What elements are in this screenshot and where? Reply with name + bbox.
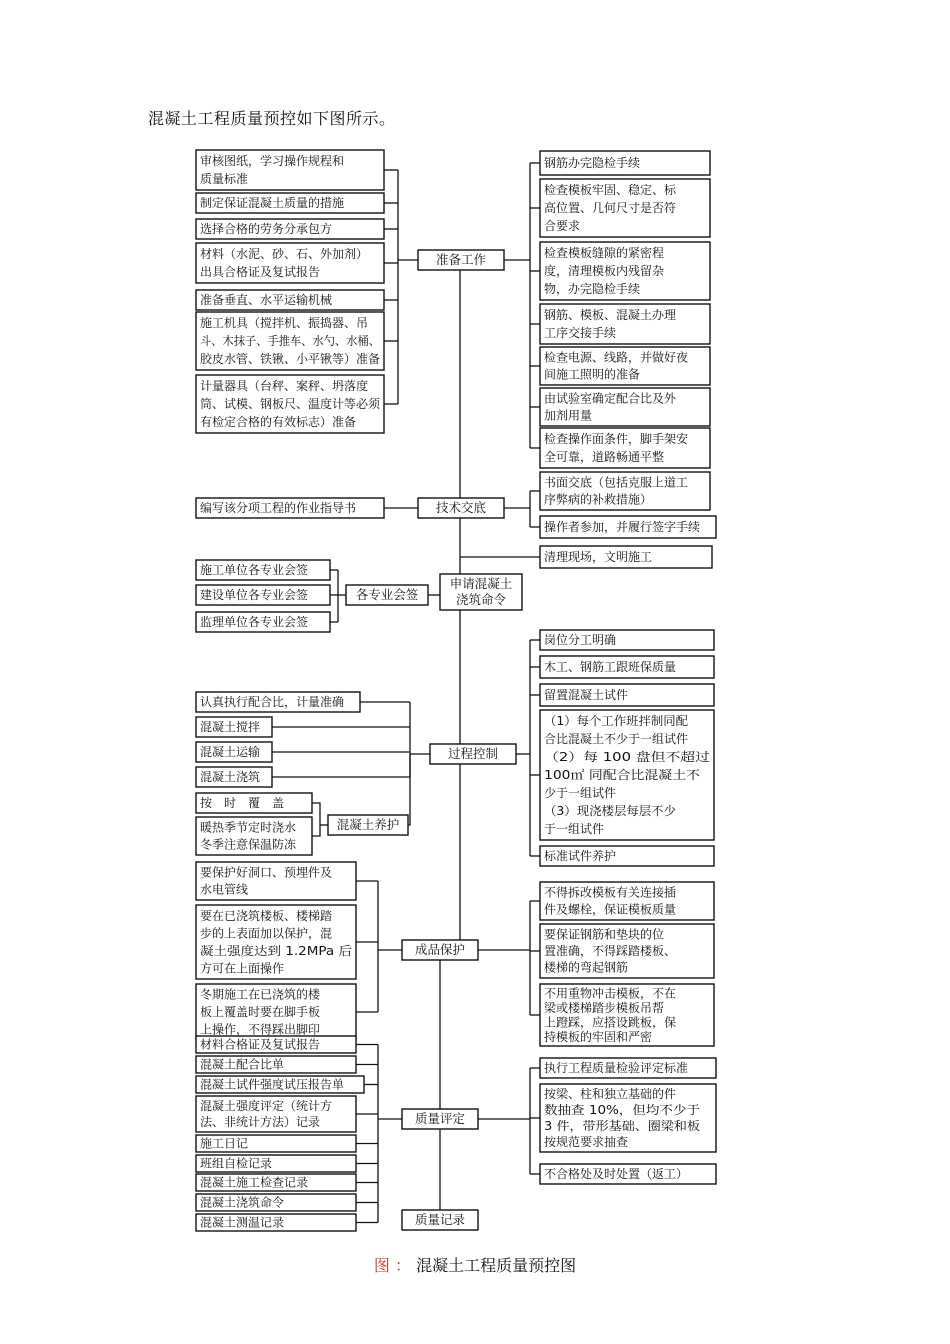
item-text-bl2: 方可在上面操作 [200, 961, 285, 976]
intro-text: 混凝土工程质量预控如下图所示。 [148, 109, 396, 128]
item-text-gl6: 冬季注意保温防冻 [200, 837, 297, 852]
item-text-bl3: 板上覆盖时要在脚手板 [200, 1005, 321, 1019]
item-text-gl3: 混凝土运输 [200, 745, 261, 759]
item-text-br2: 置准确，不得踩踏楼板、 [544, 944, 677, 958]
item-text-el2: 混凝土配合比单 [200, 1057, 285, 1072]
item-text-bl3: 上操作，不得踩出脚印 [200, 1022, 321, 1037]
item-text-el9: 混凝土测温记录 [200, 1215, 285, 1230]
item-text-pl5: 准备垂直、水平运输机械 [200, 293, 333, 307]
item-text-bl2: 步的上表面加以保护，混 [200, 926, 333, 941]
connector [312, 803, 320, 836]
hub-label-prep: 准备工作 [435, 252, 487, 267]
item-text-bl1: 要保护好洞口、预埋件及 [200, 865, 333, 880]
hub-label-protect: 成品保护 [414, 942, 466, 957]
item-text-el1: 材料合格证及复试报告 [200, 1037, 321, 1052]
item-text-sl1: 施工单位各专业会签 [200, 563, 309, 577]
item-text-pr3: 检查模板缝隙的紧密程 [544, 246, 665, 260]
item-text-gl6: 暖热季节定时浇水 [200, 820, 297, 835]
item-text-pr4: 钢筋、模板、混凝土办理 [544, 308, 677, 322]
hub-label-apply: 浇筑命令 [455, 592, 507, 607]
item-text-tl1: 编写该分项工程的作业指导书 [200, 501, 357, 515]
item-text-gr4: （2）每 100 盘但不超过 [544, 750, 679, 764]
item-text-tr1: 书面交底（包括克服上道工 [544, 475, 689, 490]
item-text-er2: 数抽查 10%，但均不少于 [544, 1103, 683, 1117]
item-text-er3: 不合格处及时处置（返工） [544, 1167, 689, 1181]
item-text-pl7: 计量器具（台秤、案秤、坍落度 [200, 379, 369, 393]
item-text-br1: 不得拆改模板有关连接插 [544, 885, 677, 900]
item-text-gr2: 木工、钢筋工跟班保质量 [544, 660, 677, 674]
item-text-pr2: 合要求 [544, 219, 581, 233]
caption-title: 混凝土工程质量预控图 [416, 1256, 577, 1275]
item-text-br3: 梁或楼梯踏步模板吊帮 [544, 1000, 665, 1015]
item-text-bl1: 水电管线 [200, 882, 249, 897]
item-text-sl2: 建设单位各专业会签 [200, 588, 309, 602]
item-text-gl2: 混凝土搅拌 [200, 720, 261, 734]
item-text-br3: 持模板的牢固和严密 [544, 1029, 653, 1044]
item-text-br2: 要保证钢筋和垫块的位 [544, 927, 665, 942]
item-text-pl6: 斗、木抹子、手推车、水勺、水桶、 [200, 334, 393, 348]
item-text-pr3: 物，办完隐检手续 [544, 282, 641, 296]
item-text-pr1: 钢筋办完隐检手续 [544, 156, 641, 170]
item-text-pl6: 胶皮水管、铁锹、小平锹等）准备 [200, 352, 381, 366]
figure-caption [0, 1253, 950, 1276]
item-text-gl5: 按 时 覆 盖 [200, 796, 285, 810]
item-text-bl3: 冬期施工在已浇筑的楼 [200, 987, 321, 1002]
item-text-pr5: 检查电源、线路，并做好夜 [544, 350, 689, 365]
caption-label: 图 ： [373, 1256, 411, 1275]
item-text-pl1: 质量标准 [200, 172, 249, 186]
item-text-gr4: 于一组试件 [544, 822, 605, 836]
item-text-gl1: 认真执行配合比，计量准确 [200, 695, 345, 709]
item-text-tr2: 操作者参加，并履行签字手续 [544, 520, 701, 534]
diagram-nodes [196, 150, 716, 1231]
item-text-br3: 上蹬踩，应搭设跳板，保 [544, 1015, 677, 1030]
item-text-pl7: 筒、试模、钢板尺、温度计等必须 [200, 397, 381, 411]
hub-label-cure: 混凝土养护 [336, 817, 400, 832]
item-text-pl4: 出具合格证及复试报告 [200, 265, 321, 279]
item-text-gr4: 100㎡ 同配合比混凝土不 [544, 768, 679, 782]
item-text-pr3: 度，清理模板内残留杂 [544, 264, 665, 278]
item-text-gr4: 少于一组试件 [544, 786, 617, 800]
item-text-pl4: 材料（水泥、砂、石、外加剂） [200, 247, 369, 261]
item-text-el3: 混凝土试件强度试压报告单 [200, 1077, 345, 1092]
item-text-el5: 施工日记 [200, 1136, 248, 1151]
item-text-pl1: 审核图纸，学习操作规程和 [200, 154, 345, 168]
item-text-pr2: 检查模板牢固、稳定、标 [544, 183, 677, 197]
item-text-gr3: 留置混凝土试件 [544, 688, 629, 702]
item-text-pr6: 由试验室确定配合比及外 [544, 391, 677, 406]
item-text-gl4: 混凝土浇筑 [200, 770, 261, 784]
item-text-bl2: 要在已浇筑楼板、楼梯踏 [200, 908, 333, 923]
item-text-el4: 法、非统计方法）记录 [200, 1115, 321, 1129]
item-text-pr4: 工序交接手续 [544, 326, 617, 340]
item-text-pr7: 检查操作面条件，脚手架安 [544, 432, 689, 446]
item-text-gr4: （3）现浇楼层每层不少 [544, 804, 672, 818]
hub-label-eval: 质量评定 [414, 1111, 466, 1126]
hub-label-process: 过程控制 [447, 746, 499, 761]
item-text-er2: 按规范要求抽查 [544, 1135, 629, 1149]
item-text-gr1: 岗位分工明确 [544, 633, 617, 647]
item-text-pl3: 选择合格的劳务分承包方 [200, 222, 333, 236]
item-text-pr2: 高位置、几何尺寸是否符 [544, 201, 677, 215]
item-text-gr5: 标准试件养护 [544, 849, 617, 863]
item-text-gr4: 合比混凝土不少于一组试件 [544, 732, 689, 746]
hub-label-tech: 技术交底 [435, 500, 487, 515]
item-text-br2: 楼梯的弯起钢筋 [544, 960, 629, 975]
item-text-br1: 件及螺栓，保证模板质量 [544, 902, 677, 917]
item-text-tr1: 序弊病的补救措施） [544, 492, 653, 507]
item-text-pl6: 施工机具（搅拌机、振捣器、吊 [200, 316, 369, 330]
item-text-pr7: 全可靠，道路畅通平整 [544, 450, 665, 464]
item-text-gr4: （1）每个工作班拌制同配 [544, 714, 684, 728]
item-text-er1: 执行工程质量检验评定标准 [544, 1061, 689, 1075]
item-text-er2: 3 件，带形基础、圈梁和板 [544, 1119, 688, 1133]
item-text-pl7: 有检定合格的有效标志）准备 [200, 415, 357, 429]
item-text-er2: 按梁、柱和独立基础的件 [544, 1087, 677, 1101]
item-text-pr5: 间施工照明的准备 [544, 367, 641, 382]
item-text-cl: 清理现场，文明施工 [544, 550, 653, 564]
item-text-br3: 不用重物冲击模板，不在 [544, 986, 677, 1001]
item-text-pl2: 制定保证混凝土质量的措施 [200, 196, 345, 210]
item-text-el8: 混凝土浇筑命令 [200, 1195, 285, 1210]
hub-label-apply: 申请混凝土 [449, 576, 513, 591]
item-text-el6: 班组自检记录 [200, 1156, 273, 1171]
item-text-el7: 混凝土施工检查记录 [200, 1175, 309, 1190]
item-text-el4: 混凝土强度评定（统计方 [200, 1099, 333, 1113]
item-text-bl2: 凝土强度达到 1.2MPa 后 [200, 943, 336, 958]
item-text-sl3: 监理单位各专业会签 [200, 615, 309, 629]
hub-label-record: 质量记录 [414, 1212, 466, 1227]
item-text-pr6: 加剂用量 [544, 408, 593, 423]
hub-label-sign: 各专业会签 [355, 587, 419, 602]
